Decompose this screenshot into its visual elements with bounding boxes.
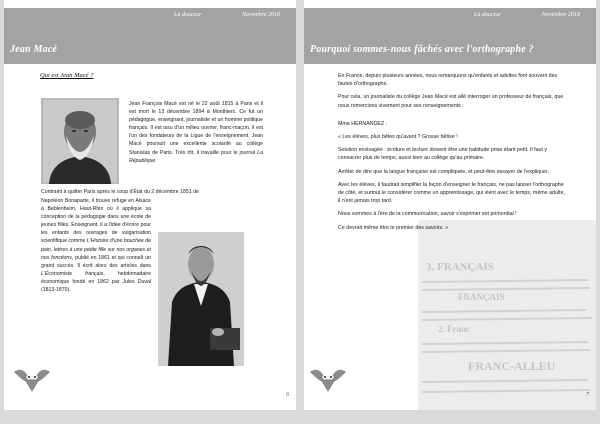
page-title: Pourquoi sommes-nous fâchés avec l'orthographe ? (310, 44, 534, 55)
book-title: L'Histoire d'une bouchée de pain, lettres à une petite fille sur nos organes et nos fonctions (41, 238, 151, 261)
bio-col1: Napoléon Bonaparte, il trouve refuge en Alsace à Beblenheim, Haut-Rhin où il applique sa conception de la pédagogie dans une école de jeunes filles. Enseignant, il a l'idée d'écrire pour les enfants des ouvrages de vulgarisation scientifique comme (41, 198, 151, 245)
owl-logo-icon (12, 362, 52, 394)
paragraph: « Les élèves, plus bêtes qu'avant ? Grosse bêtise ! (338, 134, 458, 141)
right-header (304, 8, 596, 64)
bio-column-text (41, 197, 151, 294)
paragraph: Solution envisagée : écriture et lecture doivent être une habitude prise étant petit. Il faut y consacrer plus de temps, aussi bien au collège qu'au primaire. (338, 147, 548, 162)
article-body (338, 72, 566, 237)
page-number: 6 (286, 392, 289, 398)
page-title: Jean Macé (10, 44, 58, 55)
left-page (4, 0, 296, 410)
bio-mid-text (41, 188, 263, 196)
paragraph: Nous sommes à l'ère de la communication, savoir s'exprimer est primordial ! (338, 211, 517, 218)
paragraph: Ce devrait même être le premier des savoirs. » (338, 224, 449, 231)
paragraph: En France, depuis plusieurs années, nous remarquons qu'enfants et adultes font souvent des fautes d'orthographe. (338, 73, 558, 88)
dictionary-background-image (418, 220, 596, 410)
issue-date: Novembre 2018 (542, 12, 580, 18)
dict-word: FRANC-ALLEU (468, 359, 556, 373)
subheading: Qui est Jean Macé ? (40, 72, 94, 79)
bio-col3: , hebdomadaire économique fondé en 1862 par Jules Duval (1813-1870). (41, 270, 151, 294)
bio-top: Jean François Macé est né le 22 août 1815 à Paris et il est mort le 13 décembre 1894 à Monthiers. Ce fut un pédagogue, enseignant, journaliste et un homme politique français. Il est issu d'un milieu ouvrier, franc-maçon, il est l'un des fondateurs de la Ligue de l'enseignement. Jean Macé poursuit une excellente scolarité au collège Stanislas de Paris. Très tôt, il travaille pour le journal (129, 101, 263, 156)
paragraph: Pour cela, un journaliste du collège Jean Macé est allé interroger un professeur de français, que nous remercions vivement pour ses renseignements : (338, 94, 564, 109)
dict-word: 2. Franc (438, 324, 470, 334)
paragraph: Arrêter de dire que la langue française est compliquée, et peut-être essayer de l'expliquer. (338, 168, 549, 175)
dict-word: FRANÇAIS (458, 292, 505, 302)
bio-top-text (129, 100, 263, 165)
paragraph: Avec les élèves, il faudrait simplifier la façon d'enseigner le français, ne pas laisser l'orthographe de côté, et surtout le considérer comme un apprentissage, qui vient avec le temps, même adulte, il n'est jamais trop tard. (338, 181, 566, 205)
journal-name: La République (129, 149, 263, 164)
bio-col2: , publié en 1861 et qui connaît un grand succès. Il écrit alors des articles dans (41, 254, 151, 269)
interviewee-name: Mme HERNANDEZ : (338, 120, 388, 127)
journal-economiste: L'Économiste français (41, 270, 104, 277)
left-header (4, 8, 296, 64)
issue-date: Novembre 2018 (242, 12, 280, 18)
portrait-young-man (158, 232, 244, 366)
dict-word: 3. FRANÇAIS (426, 261, 494, 273)
page-number: 7 (586, 392, 589, 398)
publication-name: La douceur (174, 12, 202, 18)
owl-logo-icon (308, 362, 348, 394)
bio-mid: Contraint à quitter Paris après le coup d'État du 2 décembre 1851 de (41, 189, 199, 195)
publication-name: La douceur (474, 12, 502, 18)
portrait-old-man (41, 98, 119, 184)
right-page (304, 0, 596, 410)
